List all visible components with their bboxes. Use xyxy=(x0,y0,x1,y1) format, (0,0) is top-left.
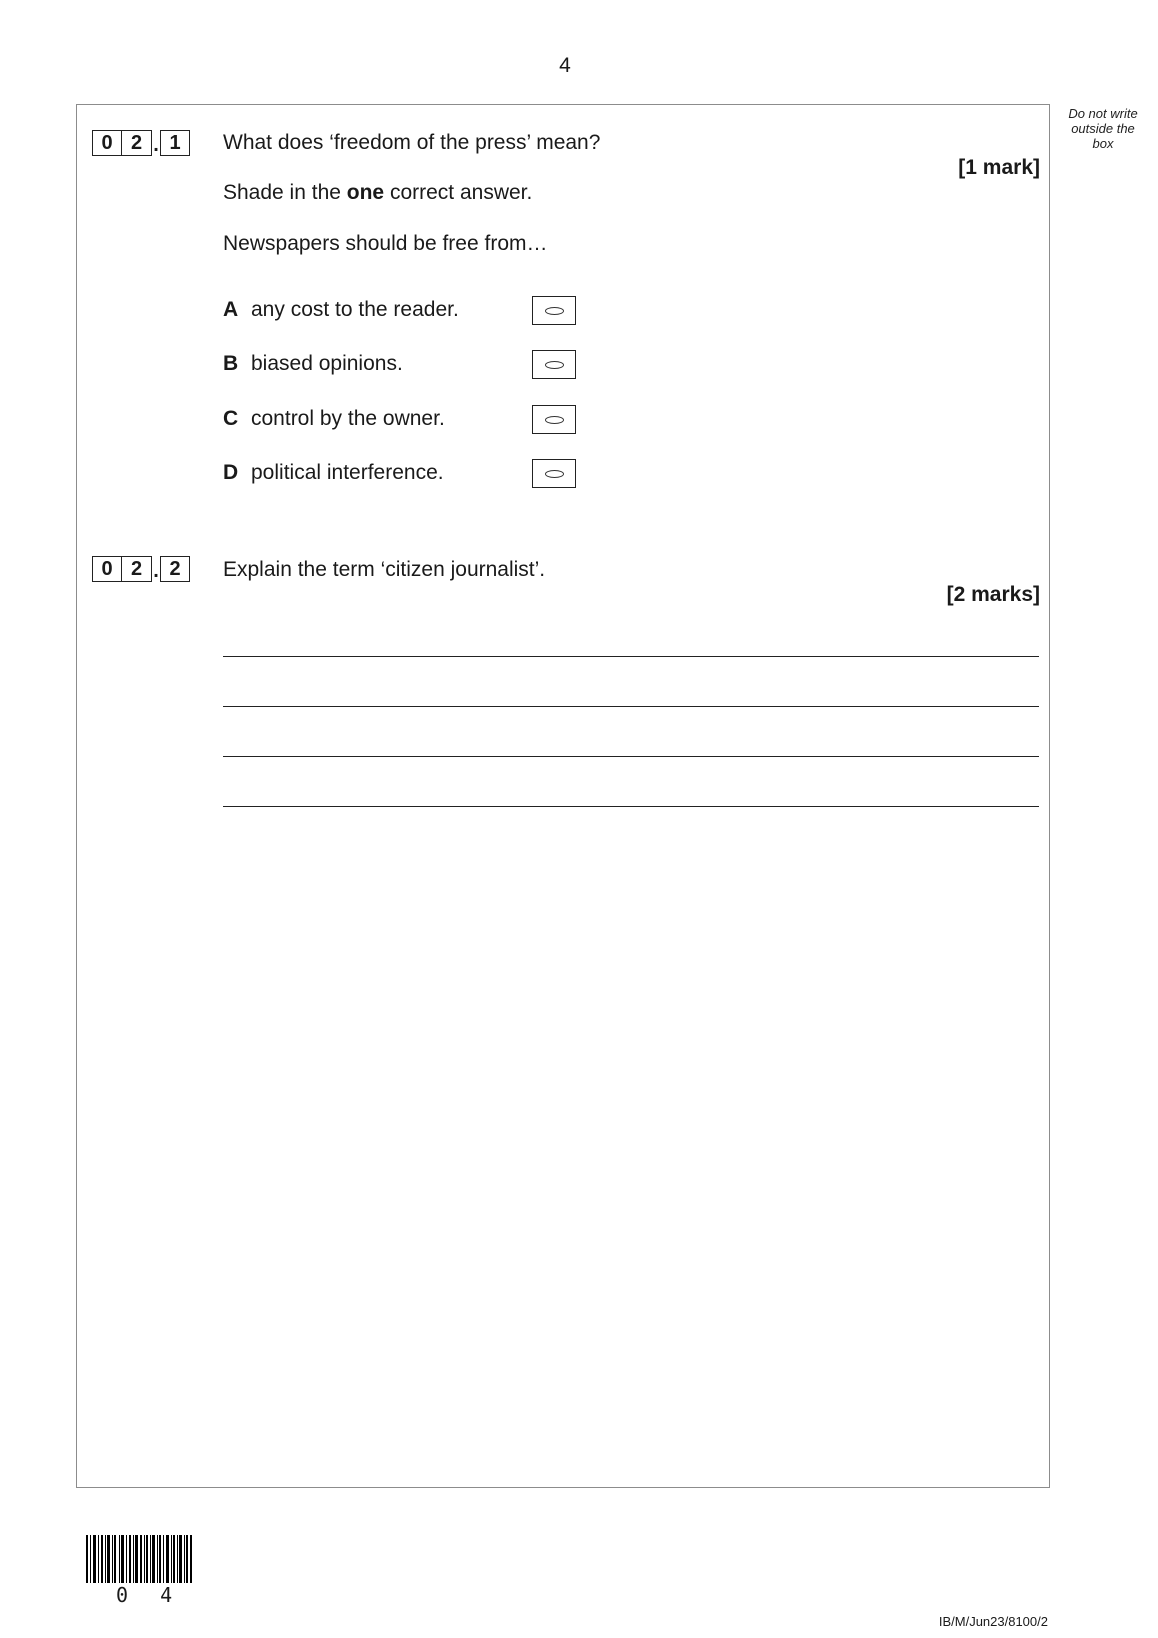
option-letter: A xyxy=(223,298,239,321)
question-marks: [2 marks] xyxy=(946,583,1040,606)
option-letter: B xyxy=(223,352,239,375)
barcode-number: 0 4 xyxy=(116,1583,183,1607)
instruction-after: correct answer. xyxy=(384,181,533,204)
oval-icon xyxy=(545,470,564,478)
answer-line[interactable] xyxy=(223,806,1039,807)
option-text: control by the owner. xyxy=(251,407,445,430)
question-part-digit: 2 xyxy=(160,556,190,582)
answer-line[interactable] xyxy=(223,756,1039,757)
instruction-emphasis: one xyxy=(346,181,385,204)
option-text: biased opinions. xyxy=(251,352,403,375)
question-stem: Newspapers should be free from… xyxy=(223,232,548,255)
option-text: any cost to the reader. xyxy=(251,298,459,321)
option-d xyxy=(223,458,444,488)
question-digit: 2 xyxy=(122,130,152,156)
question-prompt: Explain the term ‘citizen journalist’. xyxy=(223,558,546,581)
option-text: political interference. xyxy=(251,461,444,484)
question-digit: 0 xyxy=(92,130,122,156)
option-b-answer-box[interactable] xyxy=(532,350,576,379)
option-d-answer-box[interactable] xyxy=(532,459,576,488)
option-letter: D xyxy=(223,461,239,484)
question-number-02-1 xyxy=(92,130,190,156)
question-instruction xyxy=(223,181,532,205)
question-number-02-2 xyxy=(92,556,190,582)
question-part-digit: 1 xyxy=(160,130,190,156)
option-b xyxy=(223,349,403,379)
answer-line[interactable] xyxy=(223,656,1039,657)
option-a-answer-box[interactable] xyxy=(532,296,576,325)
barcode-icon xyxy=(86,1535,192,1583)
question-marks: [1 mark] xyxy=(958,156,1040,179)
margin-note: Do not write outside the box xyxy=(1068,106,1138,151)
answer-line[interactable] xyxy=(223,706,1039,707)
option-a xyxy=(223,295,459,325)
question-prompt: What does ‘freedom of the press’ mean? xyxy=(223,131,601,154)
option-c xyxy=(223,404,445,434)
instruction-before: Shade in the xyxy=(223,181,347,204)
option-c-answer-box[interactable] xyxy=(532,405,576,434)
oval-icon xyxy=(545,416,564,424)
question-digit: 2 xyxy=(122,556,152,582)
question-digit: 0 xyxy=(92,556,122,582)
question-separator: . xyxy=(153,560,159,582)
question-separator: . xyxy=(153,134,159,156)
oval-icon xyxy=(545,361,564,369)
option-letter: C xyxy=(223,407,239,430)
paper-reference: IB/M/Jun23/8100/2 xyxy=(938,1614,1048,1629)
oval-icon xyxy=(545,307,564,315)
page-number: 4 xyxy=(559,54,571,77)
